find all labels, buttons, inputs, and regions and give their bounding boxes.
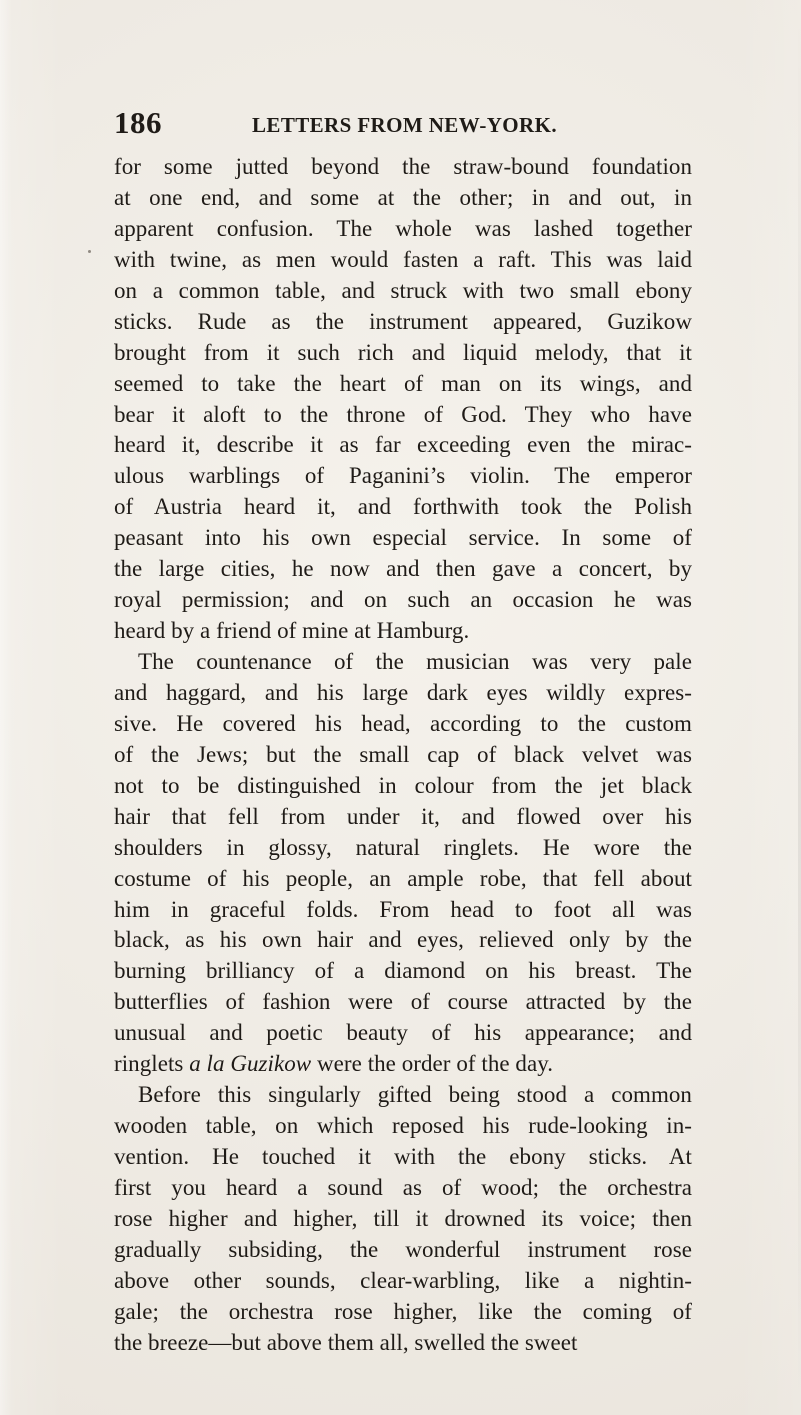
text-line-6: sticks. Rude as the instrument appeared, Guzikow: [114, 308, 692, 334]
text-line-19: sive. He covered his head, according to the custom: [114, 710, 692, 736]
text-line-1: for some jutted beyond the straw-bound foundation: [114, 154, 692, 179]
text-line-27: burning brilliancy of a diamond on his breast. The: [114, 958, 692, 984]
text-line-14: the large cities, he now and then gave a concert, by: [114, 556, 692, 582]
page-edge-highlight: [0, 0, 12, 1415]
text-line-32: wooden table, on which reposed his rude-looking in-: [114, 1113, 692, 1139]
text-line-18: and haggard, and his large dark eyes wildly expres-: [114, 679, 692, 705]
ringlets-italic: a la Guzikow: [189, 1051, 312, 1077]
text-line-9: bear it aloft to the throne of God. They who have: [114, 401, 692, 427]
page-header: [114, 105, 694, 140]
text-line-21: not to be distinguished in colour from the jet black: [114, 772, 692, 798]
margin-mark: [88, 250, 91, 253]
text-line-31: Before this singularly gifted being stood a common: [138, 1082, 692, 1108]
text-line-26: black, as his own hair and eyes, relieved only by the: [114, 927, 692, 953]
text-line-3: apparent confusion. The whole was lashed together: [114, 215, 692, 241]
text-line-25: him in graceful folds. From head to foot all was: [114, 896, 692, 922]
text-line-30: [114, 1049, 692, 1080]
text-line-38: gale; the orchestra rose higher, like the coming of: [114, 1298, 692, 1324]
running-head: LETTERS FROM NEW-YORK.: [252, 113, 557, 137]
text-line-29: unusual and poetic beauty of his appearance; and: [114, 1020, 692, 1046]
text-line-4: with twine, as men would fasten a raft. This was laid: [114, 246, 692, 272]
ringlets-before: ringlets: [114, 1051, 190, 1077]
text-line-23: shoulders in glossy, natural ringlets. He wore the: [114, 834, 692, 860]
text-line-34: first you heard a sound as of wood; the orchestra: [114, 1174, 692, 1200]
ringlets-after: were the order of the day.: [311, 1051, 554, 1077]
text-line-8: seemed to take the heart of man on its wings, and: [114, 370, 692, 396]
text-line-15: royal permission; and on such an occasion he was: [114, 587, 692, 613]
text-line-36: gradually subsiding, the wonderful instrument rose: [114, 1236, 692, 1262]
text-line-17: The countenance of the musician was very pale: [138, 649, 692, 674]
body-text: [114, 152, 692, 1359]
text-line-12: of Austria heard it, and forthwith took the Polish: [114, 494, 692, 520]
text-line-7: brought from it such rich and liquid melody, that it: [114, 339, 692, 365]
text-line-24: costume of his people, an ample robe, that fell about: [114, 865, 692, 891]
text-line-5: on a common table, and struck with two small ebony: [114, 277, 692, 303]
text-line-35: rose higher and higher, till it drowned its voice; then: [114, 1205, 692, 1231]
text-line-2: at one end, and some at the other; in and out, in: [114, 184, 692, 210]
text-line-22: hair that fell from under it, and flowed over his: [114, 803, 692, 829]
text-line-20: of the Jews; but the small cap of black velvet was: [114, 741, 692, 767]
text-line-39: the breeze—but above them all, swelled the sweet: [114, 1329, 578, 1355]
text-line-33: vention. He touched it with the ebony sticks. At: [114, 1144, 692, 1169]
text-line-10: heard it, describe it as far exceeding even the mirac-: [114, 432, 692, 458]
text-line-13: peasant into his own especial service. In some of: [114, 525, 692, 551]
text-line-37: above other sounds, clear-warbling, like a nightin-: [114, 1267, 692, 1293]
text-line-11: ulous warblings of Paganini’s violin. The emperor: [114, 463, 692, 489]
text-line-28: butterflies of fashion were of course attracted by the: [114, 989, 692, 1015]
page-number: 186: [114, 105, 162, 140]
text-line-16: heard by a friend of mine at Hamburg.: [114, 618, 470, 644]
